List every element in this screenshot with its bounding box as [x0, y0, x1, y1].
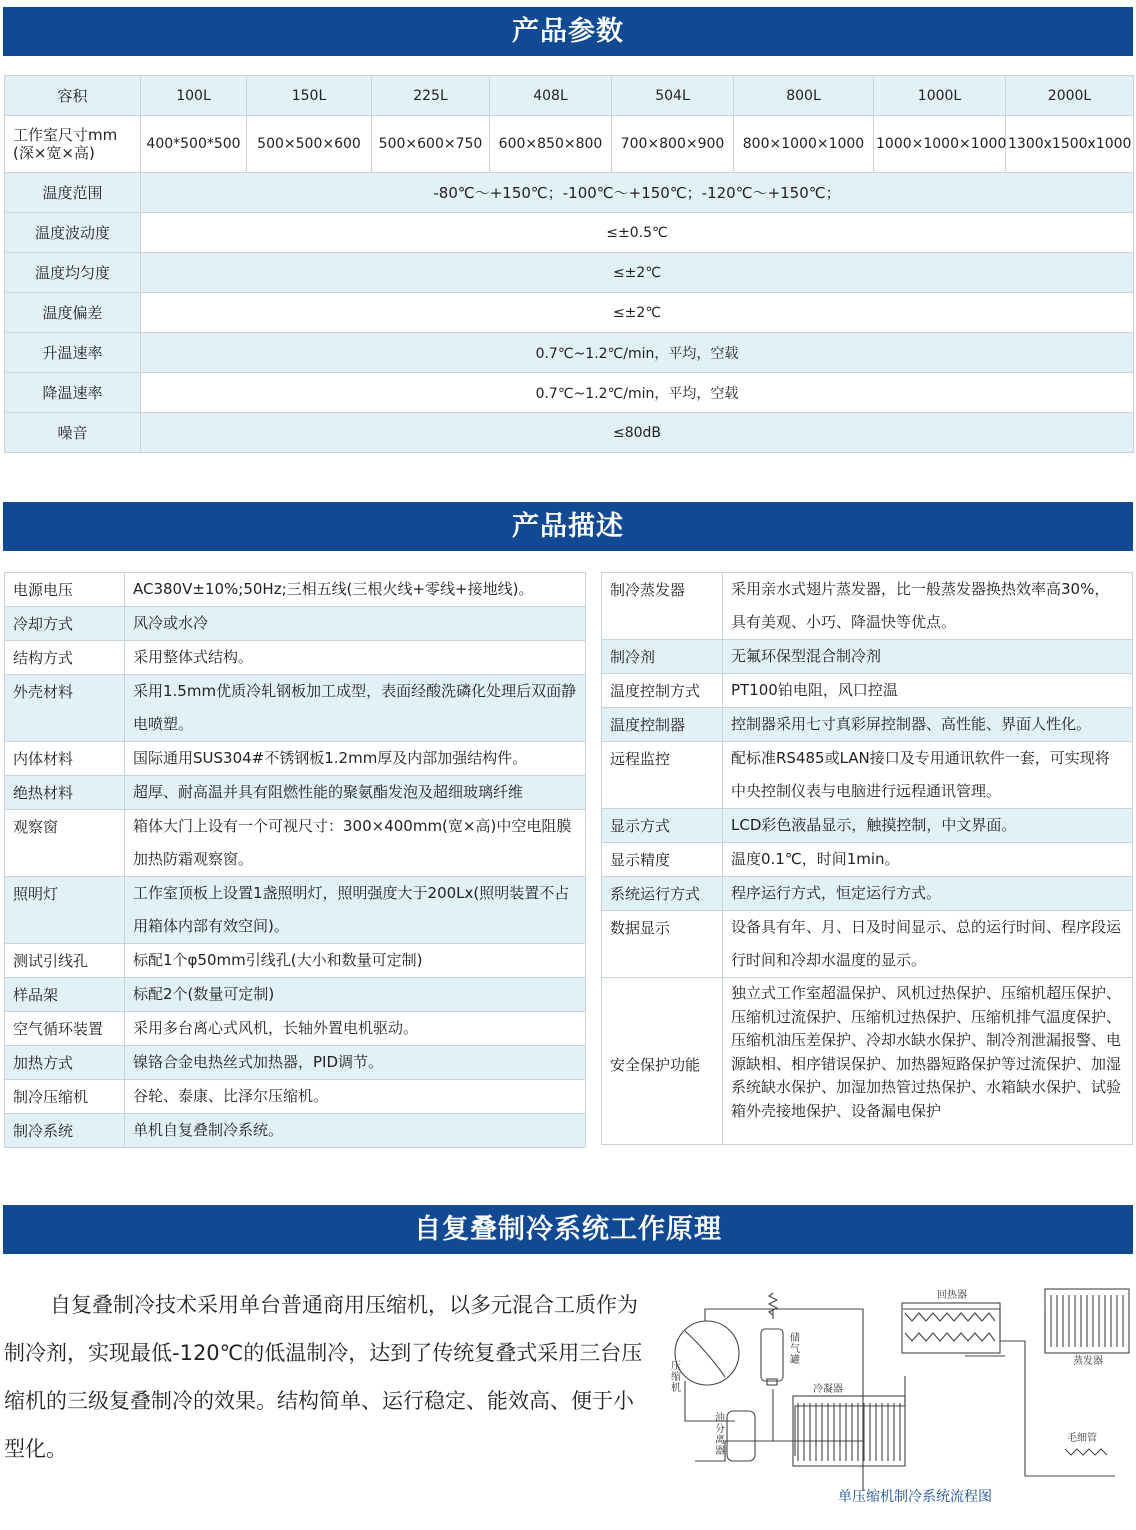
desc-key: 制冷系统 — [5, 1114, 125, 1148]
desc-value: 配标准RS485或LAN接口及专用通讯软件一套，可实现将中央控制仪表与电脑进行远程通讯管理。 — [723, 742, 1133, 809]
desc-table-left — [4, 572, 586, 1148]
desc-key: 结构方式 — [5, 641, 125, 675]
volume-cell: 504L — [612, 76, 734, 116]
desc-key: 样品架 — [5, 978, 125, 1012]
desc-key: 制冷蒸发器 — [602, 573, 723, 640]
param-label: 温度波动度 — [5, 213, 141, 253]
receiver-label: 储气罐 — [790, 1333, 800, 1366]
volume-label: 容积 — [5, 76, 141, 116]
desc-value: 温度0.1℃，时间1min。 — [723, 843, 1133, 877]
volume-cell: 408L — [490, 76, 612, 116]
desc-key: 空气循环装置 — [5, 1012, 125, 1046]
volume-cell: 1000L — [874, 76, 1006, 116]
desc-value: 程序运行方式，恒定运行方式。 — [723, 877, 1133, 911]
desc-value: 独立式工作室超温保护、风机过热保护、压缩机超压保护、压缩机过流保护、压缩机过热保护、压缩机排气温度保护、压缩机油压差保护、冷却水缺水保护、制冷剂泄漏报警、电源缺相、相序错误保护、加热器短路保护等过流保护、加湿系统缺水保护、加湿加热管过热保护、水箱缺水保护、试验箱外壳接地保护、设备漏电保护 — [723, 978, 1133, 1145]
desc-value: 采用1.5mm优质冷轧钢板加工成型，表面经酸洗磷化处理后双面静电喷塑。 — [125, 675, 586, 742]
param-value: 0.7℃~1.2℃/min，平均，空载 — [141, 373, 1134, 413]
desc-key: 观察窗 — [5, 810, 125, 877]
param-value: ≤±2℃ — [141, 253, 1134, 293]
desc-key: 显示方式 — [602, 809, 723, 843]
receiver-shape — [761, 1329, 783, 1381]
size-cell: 500×500×600 — [247, 116, 372, 173]
desc-key: 显示精度 — [602, 843, 723, 877]
compressor-label: 压缩机 — [671, 1361, 681, 1394]
size-cell: 1300x1500x1000 — [1006, 116, 1134, 173]
desc-key: 加热方式 — [5, 1046, 125, 1080]
size-cell: 800×1000×1000 — [734, 116, 874, 173]
param-value: ≤±2℃ — [141, 293, 1134, 333]
desc-value: 谷轮、泰康、比泽尔压缩机。 — [125, 1080, 586, 1114]
desc-value: 单机自复叠制冷系统。 — [125, 1114, 586, 1148]
size-cell: 400*500*500 — [141, 116, 247, 173]
diagram-caption: 单压缩机制冷系统流程图 — [838, 1489, 992, 1505]
param-row — [5, 413, 1134, 453]
volume-cell: 225L — [372, 76, 490, 116]
desc-key: 制冷压缩机 — [5, 1080, 125, 1114]
desc-key: 绝热材料 — [5, 776, 125, 810]
param-row — [5, 333, 1134, 373]
param-row — [5, 253, 1134, 293]
desc-value: PT100铂电阻，风口控温 — [723, 674, 1133, 708]
desc-key: 系统运行方式 — [602, 877, 723, 911]
desc-value: 镍铬合金电热丝式加热器，PID调节。 — [125, 1046, 586, 1080]
desc-key: 温度控制方式 — [602, 674, 723, 708]
param-value: -80℃～+150℃；-100℃～+150℃；-120℃～+150℃； — [141, 173, 1134, 213]
param-row — [5, 293, 1134, 333]
desc-value: 设备具有年、月、日及时间显示、总的运行时间、程序段运行时间和冷却水温度的显示。 — [723, 911, 1133, 978]
param-row — [5, 373, 1134, 413]
param-label: 噪音 — [5, 413, 141, 453]
volume-row — [5, 76, 1134, 116]
desc-key: 远程监控 — [602, 742, 723, 809]
desc-key: 照明灯 — [5, 877, 125, 944]
desc-table-right — [601, 572, 1133, 1145]
desc-section-title: 产品描述 — [3, 502, 1133, 551]
oil-separator-shape — [727, 1411, 755, 1461]
desc-value: 采用整体式结构。 — [125, 641, 586, 675]
desc-value: 箱体大门上设有一个可视尺寸：300×400mm(宽×高)中空电阻膜加热防霜观察窗。 — [125, 810, 586, 877]
desc-key: 数据显示 — [602, 911, 723, 978]
desc-key: 测试引线孔 — [5, 944, 125, 978]
desc-value: 控制器采用七寸真彩屏控制器、高性能、界面人性化。 — [723, 708, 1133, 742]
condenser-label: 冷凝器 — [813, 1384, 843, 1395]
principle-text — [4, 1281, 649, 1473]
desc-key: 外壳材料 — [5, 675, 125, 742]
regenerator-label: 回热器 — [937, 1290, 967, 1301]
desc-value: 超厚、耐高温并具有阻燃性能的聚氨酯发泡及超细玻璃纤维 — [125, 776, 586, 810]
param-value: 0.7℃~1.2℃/min，平均，空载 — [141, 333, 1134, 373]
desc-key: 内体材料 — [5, 742, 125, 776]
principle-section-title: 自复叠制冷系统工作原理 — [3, 1205, 1133, 1254]
refrigeration-flow-diagram — [665, 1281, 1135, 1491]
params-section-title: 产品参数 — [3, 7, 1133, 56]
params-table — [4, 75, 1134, 453]
param-label: 降温速率 — [5, 373, 141, 413]
volume-cell: 100L — [141, 76, 247, 116]
desc-key: 温度控制器 — [602, 708, 723, 742]
desc-value: 国际通用SUS304#不锈钢板1.2mm厚及内部加强结构件。 — [125, 742, 586, 776]
volume-cell: 800L — [734, 76, 874, 116]
size-cell: 1000×1000×1000 — [874, 116, 1006, 173]
desc-value: LCD彩色液晶显示，触摸控制，中文界面。 — [723, 809, 1133, 843]
param-label: 温度范围 — [5, 173, 141, 213]
desc-value: 标配1个φ50mm引线孔(大小和数量可定制) — [125, 944, 586, 978]
size-cell: 700×800×900 — [612, 116, 734, 173]
desc-key: 制冷剂 — [602, 640, 723, 674]
separator-label: 油分离器 — [715, 1413, 725, 1457]
regenerator-shape — [902, 1303, 1000, 1353]
size-cell: 500×600×750 — [372, 116, 490, 173]
desc-value: 工作室顶板上设置1盏照明灯，照明强度大于200Lx(照明装置不占用箱体内部有效空间)。 — [125, 877, 586, 944]
param-value: ≤±0.5℃ — [141, 213, 1134, 253]
param-value: ≤80dB — [141, 413, 1134, 453]
desc-value: 采用亲水式翅片蒸发器，比一般蒸发器换热效率高30%，具有美观、小巧、降温快等优点。 — [723, 573, 1133, 640]
desc-value: AC380V±10%;50Hz;三相五线(三根火线+零线+接地线)。 — [125, 573, 586, 607]
desc-value: 无氟环保型混合制冷剂 — [723, 640, 1133, 674]
desc-value: 风冷或水冷 — [125, 607, 586, 641]
desc-key: 电源电压 — [5, 573, 125, 607]
desc-key: 冷却方式 — [5, 607, 125, 641]
capillary-label: 毛细管 — [1067, 1433, 1097, 1444]
param-row — [5, 173, 1134, 213]
evaporator-label: 蒸发器 — [1073, 1356, 1103, 1367]
size-label: 工作室尺寸mm (深×宽×高) — [5, 116, 141, 173]
size-row — [5, 116, 1134, 173]
param-label: 温度偏差 — [5, 293, 141, 333]
desc-value: 采用多台离心式风机，长轴外置电机驱动。 — [125, 1012, 586, 1046]
desc-value: 标配2个(数量可定制) — [125, 978, 586, 1012]
principle-text-content: 自复叠制冷技术采用单台普通商用压缩机，以多元混合工质作为制冷剂，实现最低-120℃的低温制冷，达到了传统复叠式采用三台压缩机的三级复叠制冷的效果。结构简单、运行稳定、能效高、便于小型化。 — [4, 1293, 643, 1461]
volume-cell: 2000L — [1006, 76, 1134, 116]
param-label: 升温速率 — [5, 333, 141, 373]
desc-key: 安全保护功能 — [602, 978, 723, 1145]
size-cell: 600×850×800 — [490, 116, 612, 173]
volume-cell: 150L — [247, 76, 372, 116]
param-label: 温度均匀度 — [5, 253, 141, 293]
param-row — [5, 213, 1134, 253]
